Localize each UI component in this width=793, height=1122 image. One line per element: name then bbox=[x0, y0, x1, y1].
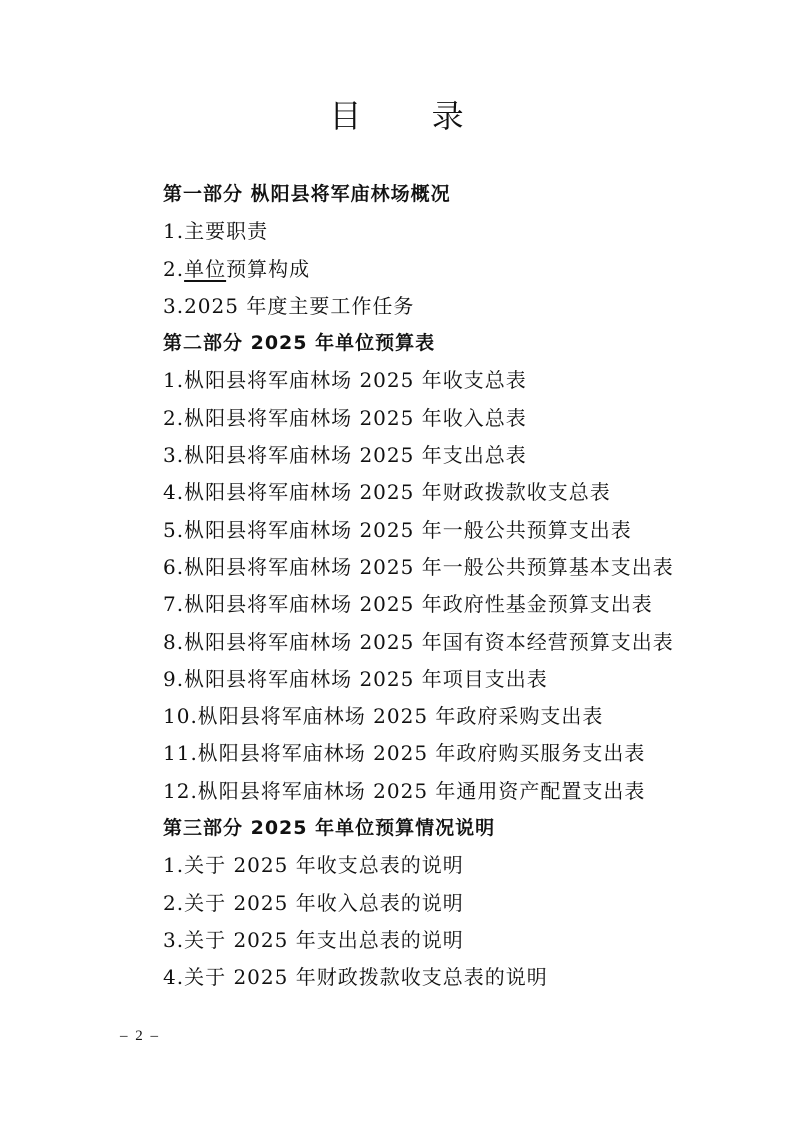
toc-item-prefix: 2. bbox=[163, 256, 185, 281]
toc-item[interactable]: 3.关于 2025 年支出总表的说明 bbox=[163, 927, 464, 952]
toc-item[interactable]: 1.主要职责 bbox=[163, 219, 269, 244]
toc-item[interactable]: 7.枞阳县将军庙林场 2025 年政府性基金预算支出表 bbox=[163, 592, 653, 617]
toc-item[interactable]: 2.枞阳县将军庙林场 2025 年收入总表 bbox=[163, 405, 527, 430]
toc-item-text: 预算构成 bbox=[226, 256, 311, 281]
toc-item-underlined-text: 单位 bbox=[184, 256, 227, 281]
toc-item[interactable]: 6.枞阳县将军庙林场 2025 年一般公共预算基本支出表 bbox=[163, 554, 674, 579]
toc-item[interactable]: 10.枞阳县将军庙林场 2025 年政府采购支出表 bbox=[163, 704, 604, 729]
toc-item[interactable]: 3.枞阳县将军庙林场 2025 年支出总表 bbox=[163, 443, 527, 468]
toc-part1-heading[interactable]: 第一部分 枞阳县将军庙林场概况 bbox=[163, 183, 451, 205]
toc-item[interactable]: 12.枞阳县将军庙林场 2025 年通用资产配置支出表 bbox=[163, 778, 646, 803]
toc-item[interactable]: 9.枞阳县将军庙林场 2025 年项目支出表 bbox=[163, 666, 548, 691]
toc-item[interactable]: 5.枞阳县将军庙林场 2025 年一般公共预算支出表 bbox=[163, 517, 632, 542]
page-number: – 2 – bbox=[120, 1028, 160, 1044]
toc-item[interactable]: 3.2025 年度主要工作任务 bbox=[163, 293, 415, 318]
toc-part2-heading[interactable]: 第二部分 2025 年单位预算表 bbox=[163, 332, 436, 355]
toc-item[interactable]: 11.枞阳县将军庙林场 2025 年政府购买服务支出表 bbox=[163, 741, 646, 766]
toc-part3-heading[interactable]: 第三部分 2025 年单位预算情况说明 bbox=[163, 817, 496, 840]
toc-item[interactable]: 1.关于 2025 年收支总表的说明 bbox=[163, 853, 464, 878]
toc-item[interactable] bbox=[163, 251, 763, 288]
toc-item[interactable]: 1.枞阳县将军庙林场 2025 年收支总表 bbox=[163, 368, 527, 393]
table-of-contents bbox=[163, 176, 763, 997]
toc-item[interactable]: 2.关于 2025 年收入总表的说明 bbox=[163, 890, 464, 915]
page-title: 目 录 bbox=[329, 97, 494, 135]
toc-item[interactable]: 4.枞阳县将军庙林场 2025 年财政拨款收支总表 bbox=[163, 480, 611, 505]
toc-item[interactable]: 4.关于 2025 年财政拨款收支总表的说明 bbox=[163, 965, 548, 990]
toc-item[interactable]: 8.枞阳县将军庙林场 2025 年国有资本经营预算支出表 bbox=[163, 629, 674, 654]
